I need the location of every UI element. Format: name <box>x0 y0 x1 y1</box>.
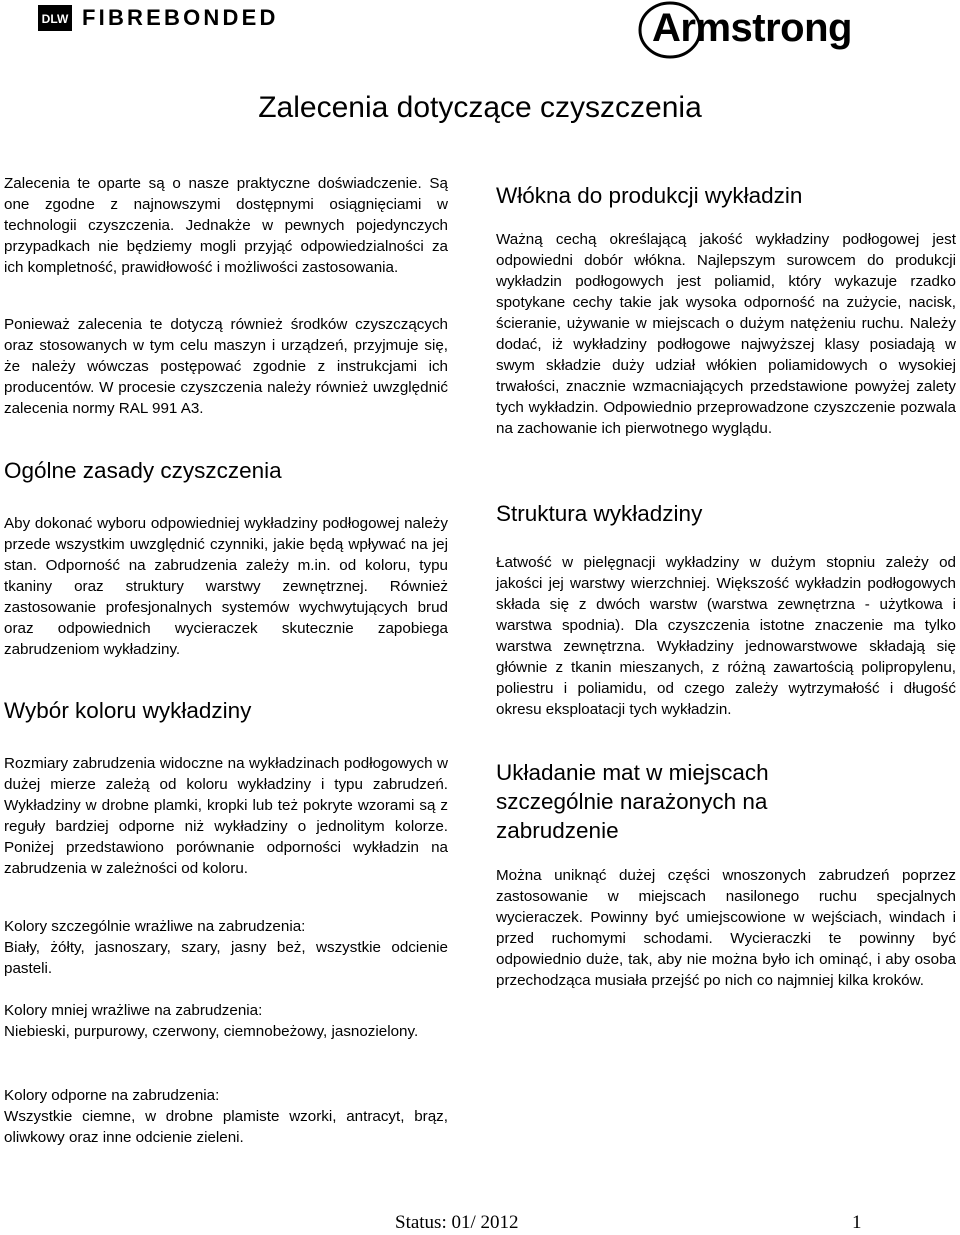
page-number: 1 <box>852 1212 862 1233</box>
svg-text:DLW: DLW <box>41 12 69 26</box>
resistant-colors-label: Kolory odporne na zabrudzenia: <box>4 1087 220 1104</box>
structure-text: Łatwość w pielęgnacji wykładziny w dużym stopniu zależy od jakości jej warstwy wierzchniej. Większość wykładzin podłogowych składa się z dwóch warstw (warstwa zewnętrzna - użytkowa i warstwa spodnia). Dla czyszczenia istotne znaczenie ma tylko warstwa zewnętrzna. Wykładziny jednowarstwowe składają się głównie z tkanin mieszanych, z różną zawartością polipropylenu, poliestru i poliamidu, od czego zależy wytrzymałość i długość okresu eksploatacji tych wykładzin. <box>496 554 956 718</box>
general-rules-text: Aby dokonać wyboru odpowiedniej wykładziny podłogowej należy przede wszystkim uwzględnić czynniki, jakie będą wpływać na jej stan. Odporność na zabrudzenia zależy m.in. od koloru, typu tkaniny oraz struktury warstwy zewnętrznej. Również zastosowanie profesjonalnych systemów wychwytujących brud oraz odpowiednich wycieraczek skutecznie zapobiega zabrudzeniom wykładziny. <box>4 515 448 658</box>
sensitive-colors-list: Biały, żółty, jasnoszary, szary, jasny beż, wszystkie odcienie pasteli. <box>4 939 448 977</box>
heading-fibers: Włókna do produkcji wykładzin <box>496 183 803 208</box>
heading-mats: Układanie mat w miejscach szczególnie narażonych na zabrudzenie <box>496 760 769 843</box>
resistant-colors-list: Wszystkie ciemne, w drobne plamiste wzorki, antracyt, brąz, oliwkowy oraz inne odcienie zieleni. <box>4 1108 448 1146</box>
heading-general-rules: Ogólne zasady czyszczenia <box>4 458 282 483</box>
armstrong-wordmark: Armstrong <box>652 6 852 50</box>
intro-paragraph-2: Ponieważ zalecenia te dotyczą również środków czyszczących oraz stosowanych w tym celu maszyn i urządzeń, przyjmuje się, że należy wówczas postępować zgodnie z instrukcjami ich producentów. W procesie czyszczenia należy również uwzględnić zalecenia normy RAL 991 A3. <box>4 316 448 417</box>
fibrebonded-logo <box>38 4 279 32</box>
color-choice-text: Rozmiary zabrudzenia widoczne na wykładzinach podłogowych w dużej mierze zależą od koloru wykładziny i typu zabrudzeń. Wykładziny w drobne plamki, kropki lub też pokryte wzorami są z reguły bardziej odporne niż wykładziny o jednolitym kolorze. Poniżej przedstawiono porównanie odporności wykładzin na zabrudzenia w zależności od koloru. <box>4 755 448 877</box>
less-sensitive-colors-list: Niebieski, purpurowy, czerwony, ciemnobeżowy, jasnozielony. <box>4 1023 419 1040</box>
fibrebonded-wordmark: FIBREBONDED <box>82 5 279 30</box>
heading-color-choice: Wybór koloru wykładziny <box>4 698 252 723</box>
sensitive-colors-label: Kolory szczególnie wrażliwe na zabrudzenia: <box>4 918 306 935</box>
status-footer: Status: 01/ 2012 <box>395 1212 519 1233</box>
heading-structure: Struktura wykładziny <box>496 501 703 526</box>
less-sensitive-colors-label: Kolory mniej wrażliwe na zabrudzenia: <box>4 1002 263 1019</box>
mats-text: Można uniknąć dużej części wnoszonych zabrudzeń poprzez zastosowanie w miejscach nasilonego ruchu specjalnych wycieraczek. Powinny być umiejscowione w wejściach, windach i przed ruchomymi schodami. Wycieraczki te powinny być odpowiednio duże, tak, aby nie można było ich ominąć, i aby osoba przechodząca musiała przejść po nich co najmniej kilka kroków. <box>496 867 956 989</box>
fibers-text: Ważną cechą określającą jakość wykładziny podłogowej jest odpowiedni dobór włókna. Najlepszym surowcem do produkcji wykładzin podłogowych jest poliamid, który wykazuje rzadko spotykane cechy takie jak wysoka odporność na zużycie, nacisk, ścieranie, używanie w miejscach o dużym natężeniu ruchu. Należy dodać, iż wykładziny podłogowe najwyższej klasy posiadają w swym składzie duży udział włókien poliamidowych o wysokiej trwałości, znacznie wzmacniających przedstawione powyżej zalety tych wykładzin. Odpowiednio przeprowadzone czyszczenie pozwala na zachowanie ich pierwotnego wyglądu. <box>496 231 956 437</box>
dlw-logo-mark <box>38 5 72 31</box>
page-title: Zalecenia dotyczące czyszczenia <box>258 91 702 124</box>
intro-paragraph-1: Zalecenia te oparte są o nasze praktyczne doświadczenie. Są one zgodne z najnowszymi dostępnymi osiągnięciami w technologii czyszczenia. Jednakże w pewnych pojedynczych przypadkach nie będziemy mogli przyjąć odpowiedzialności za ich kompletność, prawidłowość i możliwości zastosowania. <box>4 175 448 276</box>
armstrong-logo <box>636 0 936 62</box>
